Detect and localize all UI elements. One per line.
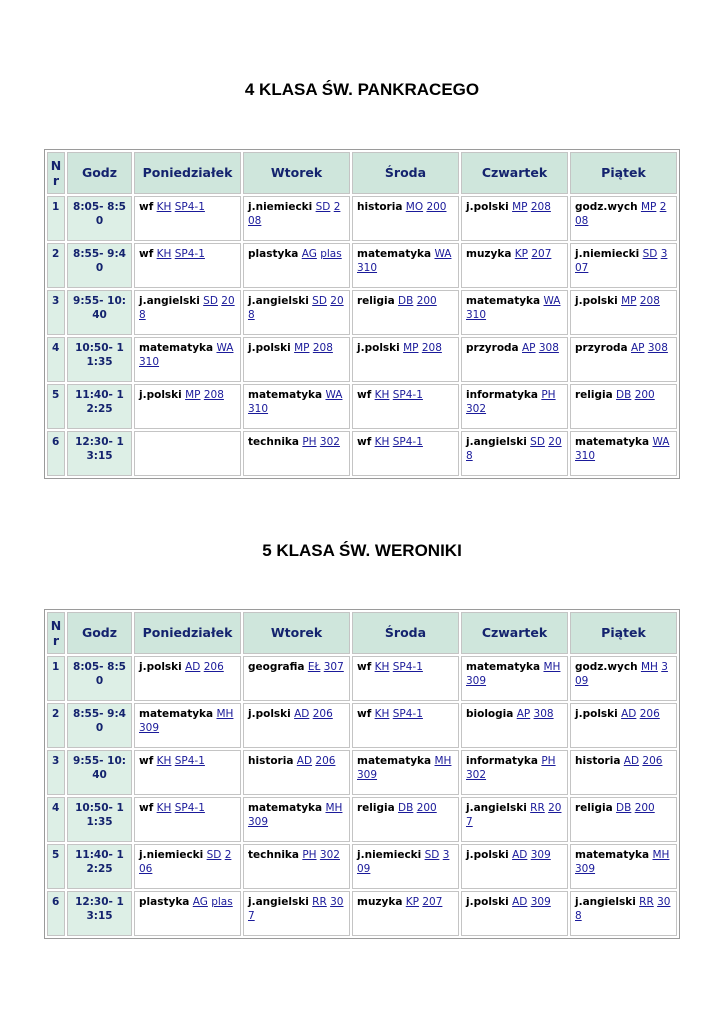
lesson-time: 11:40- 12:25 <box>67 384 132 429</box>
subject-name: przyroda <box>466 342 519 354</box>
lesson-cell <box>461 891 568 936</box>
header-nr: N r <box>47 152 65 194</box>
lesson-cell <box>134 750 241 795</box>
room-link[interactable]: 307 <box>575 248 668 274</box>
teacher-link[interactable]: RR <box>639 896 654 908</box>
room-link[interactable]: 308 <box>533 708 554 720</box>
room-link[interactable]: SP4-1 <box>174 802 205 814</box>
teacher-link[interactable]: KH <box>374 708 390 720</box>
lesson-number: 4 <box>47 797 65 842</box>
room-link[interactable]: SP4-1 <box>392 389 423 401</box>
teacher-link[interactable]: MP <box>403 342 419 354</box>
table-row <box>47 750 677 795</box>
lesson-cell <box>461 290 568 335</box>
subject-name: historia <box>357 201 403 213</box>
lesson-cell <box>461 844 568 889</box>
subject-name: matematyka <box>575 436 650 448</box>
teacher-link[interactable]: WA <box>543 295 561 307</box>
subject-name: matematyka <box>575 849 650 861</box>
room-link[interactable]: 309 <box>357 769 378 781</box>
teacher-link[interactable]: KH <box>156 201 172 213</box>
room-link[interactable]: 309 <box>575 863 596 875</box>
lesson-cell <box>352 337 459 382</box>
lesson-cell <box>570 196 677 241</box>
teacher-link[interactable]: KH <box>156 802 172 814</box>
subject-name: j.polski <box>575 708 618 720</box>
subject-name: matematyka <box>139 342 214 354</box>
lesson-cell <box>134 703 241 748</box>
table-row <box>47 384 677 429</box>
subject-name: j.polski <box>357 342 400 354</box>
teacher-link[interactable]: RR <box>530 802 545 814</box>
room-link[interactable]: 308 <box>647 342 668 354</box>
lesson-time: 9:55- 10:40 <box>67 290 132 335</box>
lesson-number: 6 <box>47 891 65 936</box>
teacher-link[interactable]: AP <box>516 708 531 720</box>
table-row <box>47 337 677 382</box>
lesson-time: 12:30- 13:15 <box>67 431 132 476</box>
room-link[interactable]: 309 <box>466 675 487 687</box>
lesson-cell <box>461 384 568 429</box>
teacher-link[interactable]: DB <box>398 802 414 814</box>
room-link[interactable]: plas <box>211 896 233 908</box>
subject-name: wf <box>357 389 372 401</box>
room-link[interactable]: 208 <box>575 201 667 227</box>
room-link[interactable]: 208 <box>421 342 442 354</box>
lesson-cell <box>243 431 350 476</box>
lesson-cell <box>352 703 459 748</box>
teacher-link[interactable]: WA <box>216 342 234 354</box>
subject-name: muzyka <box>466 248 512 260</box>
lesson-cell <box>570 891 677 936</box>
lesson-time: 11:40- 12:25 <box>67 844 132 889</box>
room-link[interactable]: 310 <box>139 356 160 368</box>
teacher-link[interactable]: KP <box>514 248 529 260</box>
header-day-friday: Piątek <box>570 152 677 194</box>
teacher-link[interactable]: MP <box>621 295 637 307</box>
lesson-number: 3 <box>47 290 65 335</box>
subject-name: j.angielski <box>139 295 200 307</box>
table-row <box>47 703 677 748</box>
lesson-cell <box>461 656 568 701</box>
lesson-cell <box>570 290 677 335</box>
timetable-table <box>44 149 680 479</box>
header-day-friday: Piątek <box>570 612 677 654</box>
teacher-link[interactable]: KH <box>374 436 390 448</box>
lesson-cell <box>243 196 350 241</box>
timetable-title: 4 KLASA ŚW. PANKRACEGO <box>244 80 480 99</box>
timetable-body <box>47 196 677 476</box>
lesson-cell <box>243 384 350 429</box>
lesson-time: 12:30- 13:15 <box>67 891 132 936</box>
subject-name: wf <box>357 661 372 673</box>
teacher-link[interactable]: SD <box>315 201 331 213</box>
room-link[interactable]: 308 <box>575 896 671 922</box>
lesson-cell <box>570 703 677 748</box>
teacher-link[interactable]: AG <box>192 896 208 908</box>
lesson-cell <box>570 750 677 795</box>
subject-name: religia <box>357 295 395 307</box>
subject-name: j.angielski <box>248 295 309 307</box>
teacher-link[interactable]: RR <box>312 896 327 908</box>
lesson-cell <box>243 656 350 701</box>
teacher-link[interactable]: SD <box>312 295 327 307</box>
lesson-cell <box>243 797 350 842</box>
subject-name: matematyka <box>466 661 541 673</box>
room-link[interactable]: SP4-1 <box>392 436 423 448</box>
teacher-link[interactable]: PH <box>541 389 556 401</box>
lesson-cell <box>570 243 677 288</box>
room-link[interactable]: 309 <box>248 816 269 828</box>
subject-name: wf <box>139 802 154 814</box>
subject-name: biologia <box>466 708 514 720</box>
lesson-cell <box>243 337 350 382</box>
lesson-cell <box>352 243 459 288</box>
room-link[interactable]: 309 <box>530 849 551 861</box>
room-link[interactable]: 310 <box>248 403 269 415</box>
subject-name: godz.wych <box>575 201 638 213</box>
timetable-title: 5 KLASA ŚW. WERONIKI <box>262 541 462 560</box>
subject-name: plastyka <box>248 248 299 260</box>
lesson-cell <box>243 844 350 889</box>
teacher-link[interactable]: SD <box>424 849 440 861</box>
teacher-link[interactable]: KP <box>405 896 420 908</box>
teacher-link[interactable]: MH <box>652 849 670 861</box>
subject-name: matematyka <box>466 295 541 307</box>
subject-name: wf <box>139 248 154 260</box>
teacher-link[interactable]: MH <box>216 708 234 720</box>
teacher-link[interactable]: MP <box>294 342 310 354</box>
subject-name: j.polski <box>139 661 182 673</box>
lesson-time: 10:50- 11:35 <box>67 337 132 382</box>
lesson-time: 8:55- 9:40 <box>67 243 132 288</box>
room-link[interactable]: SP4-1 <box>174 201 205 213</box>
room-link[interactable]: 208 <box>530 201 551 213</box>
header-nr: N r <box>47 612 65 654</box>
lesson-number: 5 <box>47 844 65 889</box>
lesson-cell <box>461 703 568 748</box>
lesson-time: 8:55- 9:40 <box>67 703 132 748</box>
room-link[interactable]: 206 <box>203 661 224 673</box>
table-row <box>47 196 677 241</box>
room-link[interactable]: 308 <box>538 342 559 354</box>
room-link[interactable]: 309 <box>530 896 551 908</box>
teacher-link[interactable]: AD <box>185 661 201 673</box>
room-link[interactable]: 207 <box>531 248 552 260</box>
room-link[interactable]: SP4-1 <box>174 248 205 260</box>
teacher-link[interactable]: MH <box>434 755 452 767</box>
lesson-number: 1 <box>47 656 65 701</box>
header-day-monday: Poniedziałek <box>134 612 241 654</box>
room-link[interactable]: 206 <box>642 755 663 767</box>
table-row <box>47 243 677 288</box>
subject-name: j.angielski <box>466 802 527 814</box>
table-row <box>47 891 677 936</box>
lesson-cell <box>243 891 350 936</box>
room-link[interactable]: 310 <box>466 309 487 321</box>
lesson-cell <box>461 431 568 476</box>
lesson-number: 4 <box>47 337 65 382</box>
subject-name: matematyka <box>139 708 214 720</box>
teacher-link[interactable]: KH <box>374 389 390 401</box>
table-row <box>47 431 677 476</box>
teacher-link[interactable]: MH <box>640 661 658 673</box>
teacher-link[interactable]: SD <box>203 295 218 307</box>
subject-name: matematyka <box>248 389 323 401</box>
subject-name: j.polski <box>248 342 291 354</box>
lesson-cell <box>134 431 241 476</box>
subject-name: muzyka <box>357 896 403 908</box>
lesson-cell <box>243 243 350 288</box>
subject-name: j.angielski <box>248 896 309 908</box>
teacher-link[interactable]: AP <box>631 342 645 354</box>
lesson-cell <box>352 656 459 701</box>
lesson-cell <box>352 750 459 795</box>
subject-name: geografia <box>248 661 305 673</box>
subject-name: religia <box>357 802 395 814</box>
teacher-link[interactable]: PH <box>302 436 317 448</box>
room-link[interactable]: 200 <box>416 295 437 307</box>
lesson-number: 2 <box>47 703 65 748</box>
teacher-link[interactable]: KH <box>156 248 172 260</box>
lesson-cell <box>352 431 459 476</box>
room-link[interactable]: 208 <box>639 295 660 307</box>
subject-name: j.polski <box>248 708 291 720</box>
subject-name: religia <box>575 802 613 814</box>
subject-name: j.polski <box>139 389 182 401</box>
room-link[interactable]: 200 <box>634 802 655 814</box>
header-day-tuesday: Wtorek <box>243 152 350 194</box>
lesson-cell <box>570 384 677 429</box>
room-link[interactable]: 200 <box>426 201 447 213</box>
teacher-link[interactable]: SD <box>642 248 658 260</box>
room-link[interactable]: 302 <box>319 436 340 448</box>
lesson-cell <box>134 844 241 889</box>
subject-name: historia <box>248 755 294 767</box>
teacher-link[interactable]: WA <box>325 389 343 401</box>
subject-name: religia <box>575 389 613 401</box>
table-row <box>47 656 677 701</box>
lesson-cell <box>134 337 241 382</box>
lesson-time: 8:05- 8:50 <box>67 656 132 701</box>
timetable-table <box>44 609 680 939</box>
room-link[interactable]: 309 <box>575 661 668 687</box>
teacher-link[interactable]: WA <box>434 248 452 260</box>
room-link[interactable]: 206 <box>312 708 333 720</box>
room-link[interactable]: 208 <box>312 342 333 354</box>
lesson-number: 1 <box>47 196 65 241</box>
room-link[interactable]: 208 <box>139 295 235 321</box>
lesson-cell <box>570 656 677 701</box>
subject-name: matematyka <box>248 802 323 814</box>
teacher-link[interactable]: AD <box>623 755 640 767</box>
subject-name: j.niemiecki <box>357 849 422 861</box>
room-link[interactable]: 309 <box>139 722 160 734</box>
teacher-link[interactable]: DB <box>616 389 632 401</box>
room-link[interactable]: SP4-1 <box>174 755 205 767</box>
lesson-cell <box>134 797 241 842</box>
subject-name: wf <box>357 708 372 720</box>
room-link[interactable]: 307 <box>323 661 344 673</box>
room-link[interactable]: 310 <box>575 450 596 462</box>
subject-name: j.polski <box>575 295 618 307</box>
lesson-number: 2 <box>47 243 65 288</box>
lesson-cell <box>570 431 677 476</box>
subject-name: wf <box>139 201 154 213</box>
teacher-link[interactable]: MP <box>185 389 201 401</box>
subject-name: matematyka <box>357 248 432 260</box>
lesson-cell <box>134 243 241 288</box>
header-day-wednesday: Środa <box>352 152 459 194</box>
lesson-number: 5 <box>47 384 65 429</box>
lesson-cell <box>570 337 677 382</box>
teacher-link[interactable]: AG <box>301 248 317 260</box>
subject-name: matematyka <box>357 755 432 767</box>
lesson-cell <box>352 844 459 889</box>
lesson-cell <box>352 797 459 842</box>
lesson-cell <box>461 797 568 842</box>
room-link[interactable]: 302 <box>466 769 487 781</box>
lesson-cell <box>352 196 459 241</box>
lesson-cell <box>461 196 568 241</box>
teacher-link[interactable]: AD <box>621 708 637 720</box>
lesson-cell <box>243 750 350 795</box>
teacher-link[interactable]: EŁ <box>307 661 321 673</box>
teacher-link[interactable]: WA <box>652 436 670 448</box>
header-godz: Godz <box>67 152 132 194</box>
subject-name: wf <box>357 436 372 448</box>
header-day-monday: Poniedziałek <box>134 152 241 194</box>
subject-name: przyroda <box>575 342 628 354</box>
room-link[interactable]: 200 <box>634 389 655 401</box>
teacher-link[interactable]: KH <box>156 755 172 767</box>
lesson-number: 6 <box>47 431 65 476</box>
lesson-cell <box>352 891 459 936</box>
room-link[interactable]: 207 <box>422 896 443 908</box>
table-row <box>47 797 677 842</box>
lesson-time: 8:05- 8:50 <box>67 196 132 241</box>
teacher-link[interactable]: MP <box>512 201 528 213</box>
teacher-link[interactable]: MH <box>543 661 561 673</box>
lesson-cell <box>134 656 241 701</box>
subject-name: godz.wych <box>575 661 638 673</box>
subject-name: j.polski <box>466 896 509 908</box>
subject-name: j.niemiecki <box>139 849 204 861</box>
subject-name: j.angielski <box>575 896 636 908</box>
table-row <box>47 844 677 889</box>
room-link[interactable]: 207 <box>466 802 562 828</box>
teacher-link[interactable]: SD <box>206 849 222 861</box>
subject-name: wf <box>139 755 154 767</box>
teacher-link[interactable]: PH <box>541 755 556 767</box>
subject-name: j.polski <box>466 849 509 861</box>
room-link[interactable]: 206 <box>139 849 232 875</box>
teacher-link[interactable]: PH <box>302 849 317 861</box>
subject-name: informatyka <box>466 755 538 767</box>
header-day-thursday: Czwartek <box>461 612 568 654</box>
subject-name: plastyka <box>139 896 190 908</box>
room-link[interactable]: 208 <box>248 201 341 227</box>
teacher-link[interactable]: KH <box>374 661 390 673</box>
room-link[interactable]: 206 <box>639 708 660 720</box>
header-day-thursday: Czwartek <box>461 152 568 194</box>
room-link[interactable]: 307 <box>248 896 344 922</box>
subject-name: j.niemiecki <box>575 248 640 260</box>
lesson-cell <box>461 243 568 288</box>
lesson-cell <box>243 290 350 335</box>
subject-name: j.niemiecki <box>248 201 313 213</box>
room-link[interactable]: 310 <box>357 262 378 274</box>
lesson-cell <box>134 891 241 936</box>
subject-name: j.angielski <box>466 436 527 448</box>
header-day-tuesday: Wtorek <box>243 612 350 654</box>
teacher-link[interactable]: AD <box>512 849 528 861</box>
teacher-link[interactable]: AD <box>296 755 313 767</box>
teacher-link[interactable]: MO <box>405 201 424 213</box>
subject-name: technika <box>248 436 299 448</box>
teacher-link[interactable]: SD <box>530 436 545 448</box>
room-link[interactable]: 208 <box>248 295 344 321</box>
teacher-link[interactable]: AD <box>512 896 528 908</box>
header-row <box>47 152 677 194</box>
subject-name: technika <box>248 849 299 861</box>
lesson-cell <box>243 703 350 748</box>
header-godz: Godz <box>67 612 132 654</box>
room-link[interactable]: SP4-1 <box>392 661 423 673</box>
room-link[interactable]: 302 <box>319 849 340 861</box>
lesson-cell <box>134 384 241 429</box>
lesson-cell <box>134 196 241 241</box>
header-row <box>47 612 677 654</box>
room-link[interactable]: 309 <box>357 849 450 875</box>
teacher-link[interactable]: AD <box>294 708 310 720</box>
lesson-cell <box>461 750 568 795</box>
teacher-link[interactable]: DB <box>616 802 632 814</box>
lesson-cell <box>134 290 241 335</box>
timetable-body <box>47 656 677 936</box>
subject-name: informatyka <box>466 389 538 401</box>
room-link[interactable]: 200 <box>416 802 437 814</box>
lesson-number: 3 <box>47 750 65 795</box>
lesson-cell <box>352 384 459 429</box>
subject-name: historia <box>575 755 621 767</box>
teacher-link[interactable]: MH <box>325 802 343 814</box>
lesson-cell <box>570 844 677 889</box>
lesson-cell <box>461 337 568 382</box>
teacher-link[interactable]: MP <box>640 201 657 213</box>
room-link[interactable]: 208 <box>466 436 562 462</box>
subject-name: j.polski <box>466 201 509 213</box>
room-link[interactable]: 208 <box>203 389 224 401</box>
room-link[interactable]: plas <box>320 248 342 260</box>
lesson-cell <box>570 797 677 842</box>
lesson-cell <box>352 290 459 335</box>
teacher-link[interactable]: AP <box>522 342 536 354</box>
lesson-time: 10:50- 11:35 <box>67 797 132 842</box>
room-link[interactable]: 302 <box>466 403 487 415</box>
lesson-time: 9:55- 10:40 <box>67 750 132 795</box>
room-link[interactable]: SP4-1 <box>392 708 423 720</box>
header-day-wednesday: Środa <box>352 612 459 654</box>
table-row <box>47 290 677 335</box>
room-link[interactable]: 206 <box>315 755 336 767</box>
teacher-link[interactable]: DB <box>398 295 414 307</box>
